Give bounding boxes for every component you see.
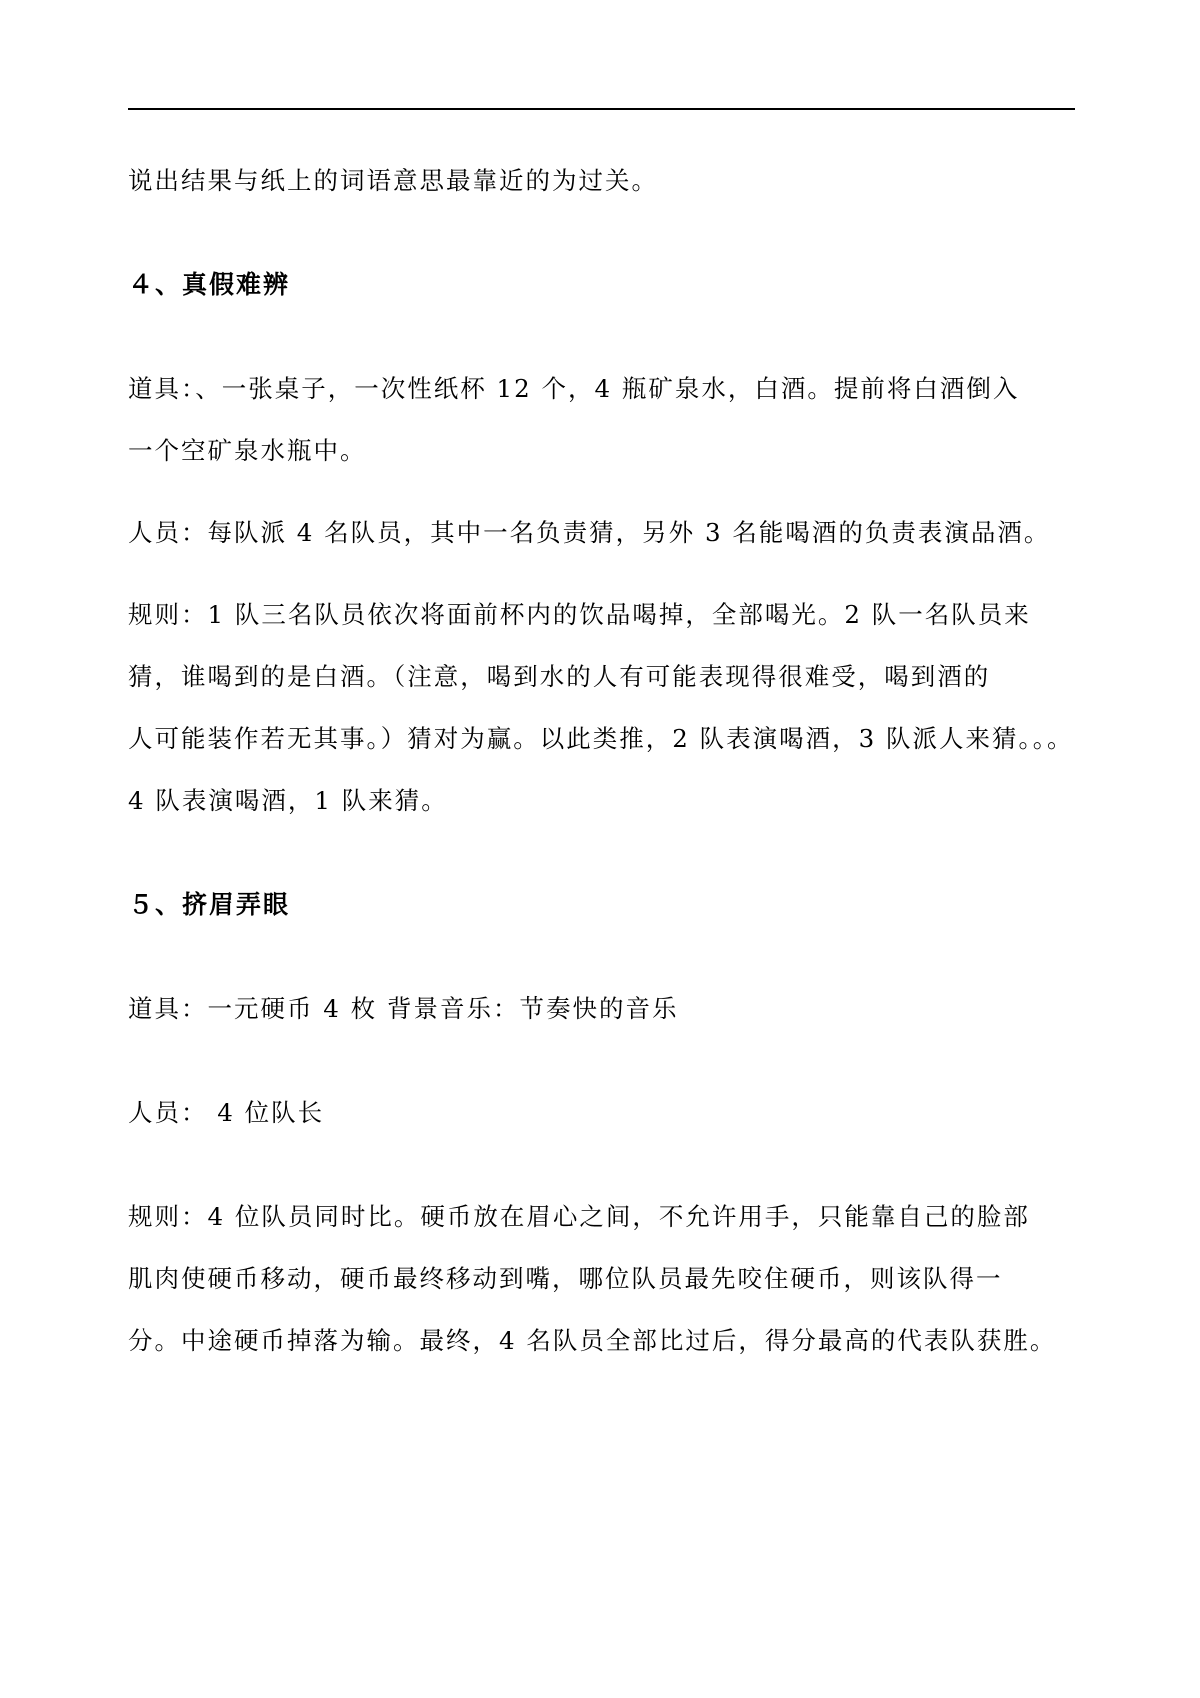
section-5-people: 人员： 4 位队长 <box>128 1098 325 1127</box>
section-4-rules <box>128 584 1075 832</box>
document-body <box>128 150 1075 1372</box>
section-4-heading: ４、真假难辨 <box>128 270 291 299</box>
intro-text: 说出结果与纸上的词语意思最靠近的为过关。 <box>128 166 658 195</box>
section-5-rules-line: 肌肉使硬币移动，硬币最终移动到嘴，哪位队员最先咬住硬币，则该队得一 <box>128 1264 1003 1293</box>
section-4-rules-line: 规则：1 队三名队员依次将面前杯内的饮品喝掉，全部喝光。2 队一名队员来 <box>128 600 1031 629</box>
section-5-heading: ５、挤眉弄眼 <box>128 890 291 919</box>
section-5-props: 道具：一元硬币 4 枚 背景音乐：节奏快的音乐 <box>128 994 679 1023</box>
section-4-props <box>128 358 1075 482</box>
section-4-props-line: 道具：、一张桌子，一次性纸杯 12 个，4 瓶矿泉水，白酒。提前将白酒倒入 <box>128 374 1020 403</box>
section-5-rules-line: 规则：4 位队员同时比。硬币放在眉心之间，不允许用手，只能靠自己的脸部 <box>128 1202 1030 1231</box>
section-4-rules-line: 4 队表演喝酒，1 队来猜。 <box>128 786 448 815</box>
section-4-props-line: 一个空矿泉水瓶中。 <box>128 436 367 465</box>
section-5-rules-line: 分。中途硬币掉落为输。最终，4 名队员全部比过后，得分最高的代表队获胜。 <box>128 1326 1057 1355</box>
section-5-rules <box>128 1186 1075 1372</box>
header-rule <box>128 108 1075 110</box>
section-4-rules-line: 猜，谁喝到的是白酒。（注意，喝到水的人有可能表现得很难受，喝到酒的 <box>128 662 991 691</box>
section-4-rules-line: 人可能装作若无其事。）猜对为赢。以此类推，2 队表演喝酒，3 队派人来猜。。。 <box>128 724 1074 753</box>
section-4-people: 人员：每队派 4 名队员，其中一名负责猜，另外 3 名能喝酒的负责表演品酒。 <box>128 518 1051 547</box>
